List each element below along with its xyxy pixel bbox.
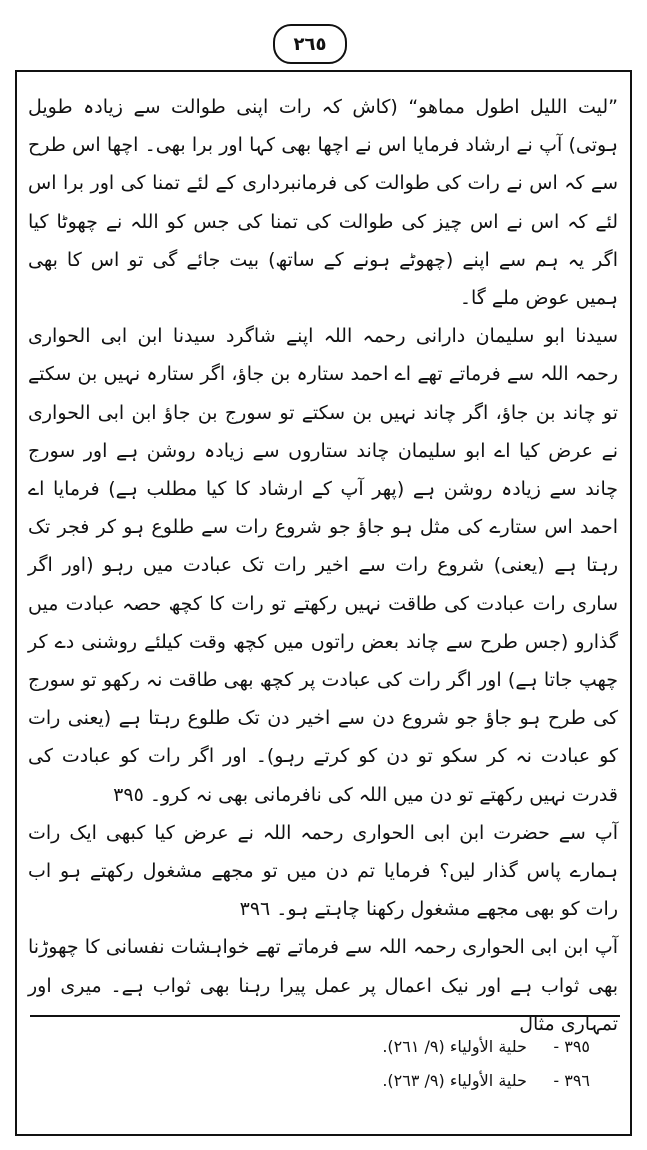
- page-number: ٢٦٥: [273, 24, 347, 64]
- footnote-divider: [30, 1015, 620, 1017]
- footnote-number: ٣٩٦ -: [553, 1071, 590, 1090]
- paragraph-2: سیدنا ابو سلیمان دارانی رحمہ اللہ اپنے شاگرد سیدنا ابن ابی الحواری رحمہ اللہ سے فرماتے تھے اے احمد ستارہ بن جاؤ، اگر ستارہ نہیں بن سکتے تو چاند بن جاؤ، اگر چاند نہیں بن سکتے تو سورج بن جاؤ ابن ابی الحواری نے عرض کیا اے ابو سلیمان چاند ستاروں سے زیادہ روشن ہے اور سورج چاند سے زیادہ روشن ہے (پھر آپ کے ارشاد کا کیا مطلب ہے) فرمایا اے احمد اس ستارے کی مثل ہو جاؤ جو شروع رات سے طلوع ہو کر فجر تک رہتا ہے (یعنی) شروع رات سے اخیر رات تک عبادت میں رہو (اور اگر ساری رات عبادت کی طاقت نہیں رکھتے تو رات کا کچھ حصہ عبادت میں گذارو (جس طرح سے چاند بعض راتوں میں کچھ وقت کیلئے روشنی دے کر چھپ جاتا ہے) اور اگر رات کی عبادت پر کچھ بھی طاقت نہ رکھو تو سورج کی طرح ہو جاؤ جو شروع دن سے اخیر دن تک طلوع رہتا ہے (یعنی رات کو عبادت نہ کر سکو تو دن کو کرتے رہو)۔ اور اگر رات کو عبادت کی قدرت نہیں رکھتے تو دن میں اللہ کی نافرمانی بھی نہ کرو۔ ٣٩٥: [28, 325, 618, 806]
- body-text: [28, 88, 618, 1043]
- paragraph-1: ”لیت اللیل اطول مماھو“ (کاش کہ رات اپنی طوالت سے زیادہ طویل ہوتی) آپ نے ارشاد فرمایا اس نے اچھا بھی کہا اور برا بھی۔ اچھا اس طرح سے کہ اس نے رات کی طوالت کی فرمانبرداری کے لئے تمنا کی اور برا اس لئے کہ اس نے اس چیز کی طوالت کی تمنا کی جس کو اللہ نے چھوٹا کیا اگر یہ ہم سے اپنے (چھوٹے ہونے کے ساتھ) بیت جائے گی تو اس کا بھی ہمیں عوض ملے گا۔: [28, 96, 618, 310]
- footnote: [30, 1064, 590, 1098]
- footnote-text: حلیة الأولیاء (٩/ ٢٦٣).: [382, 1071, 527, 1090]
- footnote: [30, 1030, 590, 1064]
- footnote-number: ٣٩٥ -: [553, 1037, 590, 1056]
- footnotes: [30, 1030, 590, 1098]
- paragraph-3: آپ سے حضرت ابن ابی الحواری رحمہ اللہ نے عرض کیا کبھی ایک رات ہمارے پاس گذار لیں؟ فرمایا تم دن میں تو مجھے مشغول رکھتے ہو اب رات کو بھی مجھے مشغول رکھنا چاہتے ہو۔ ٣٩٦: [28, 821, 618, 921]
- footnote-text: حلیة الأولیاء (٩/ ٢٦١).: [382, 1037, 527, 1056]
- paragraph-4: آپ ابن ابی الحواری رحمہ اللہ سے فرماتے تھے خواہشات نفسانی کا چھوڑنا بھی ثواب ہے اور نیک اعمال پر عمل پیرا رہنا بھی ثواب ہے۔ میری اور تمہاری مثال: [28, 936, 618, 1035]
